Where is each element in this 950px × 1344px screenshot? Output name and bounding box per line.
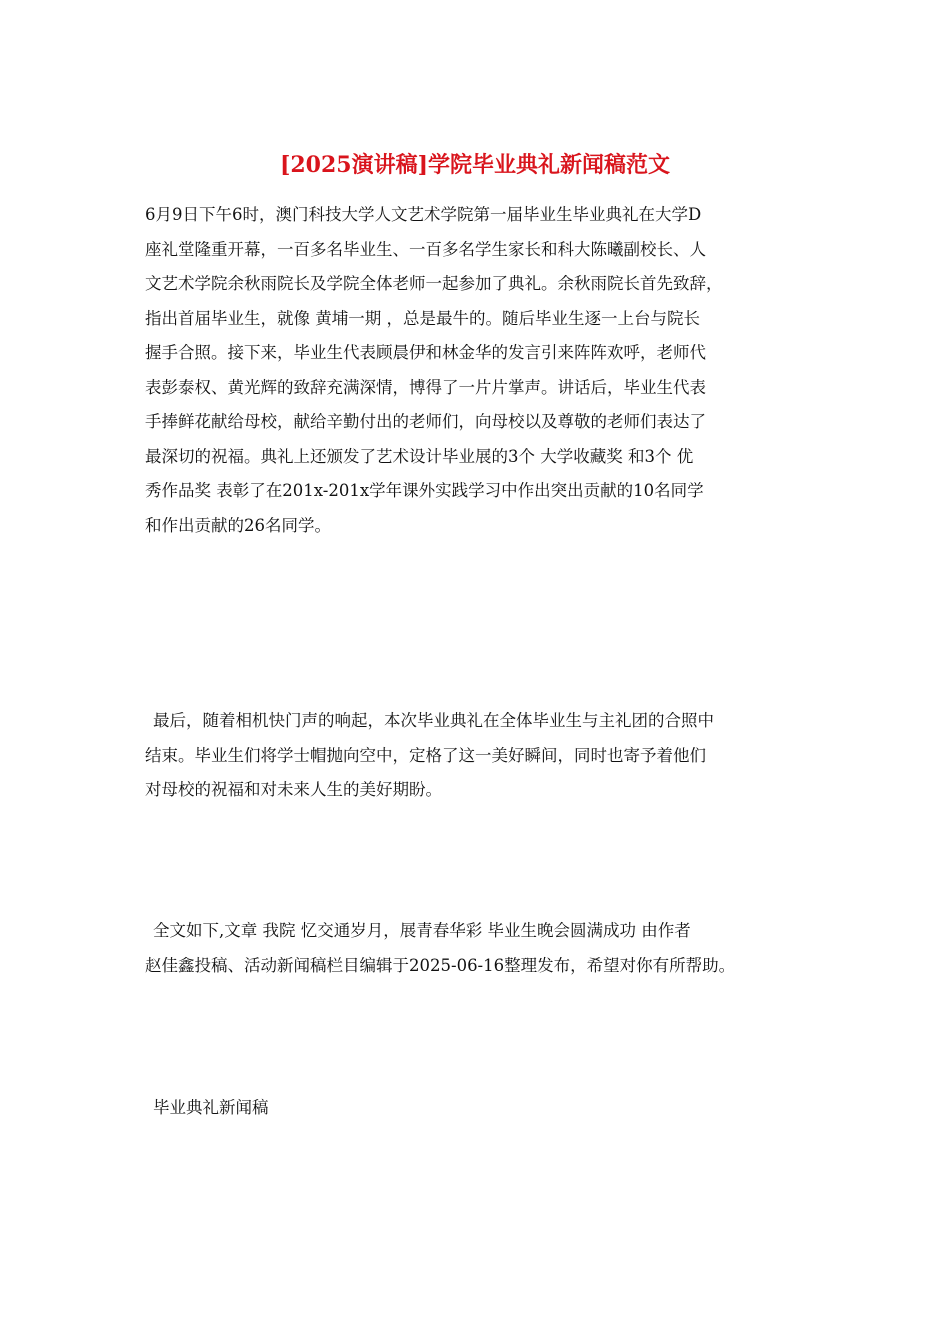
paragraph-line: 表彭泰权、黄光辉的致辞充满深情，博得了一片片掌声。讲话后，毕业生代表 [145, 377, 706, 397]
paragraph-line: 最后，随着相机快门声的响起，本次毕业典礼在全体毕业生与主礼团的合照中 [153, 711, 714, 730]
paragraph-ceremony-summary [145, 198, 810, 543]
paragraph-line: 指出首届毕业生，就像 黄埔一期 ，总是最牛的。随后毕业生逐一上台与院长 [145, 308, 700, 328]
tag-line [145, 1091, 810, 1126]
paragraph-line: 座礼堂隆重开幕，一百多名毕业生、一百多名学生家长和科大陈曦副校长、人 [145, 239, 706, 259]
paragraph-line: 握手合照。接下来，毕业生代表顾晨伊和林金华的发言引来阵阵欢呼，老师代 [145, 343, 706, 362]
paragraph-line: 和作出贡献的26名同学。 [145, 515, 331, 535]
paragraph-line: 结束。毕业生们将学士帽抛向空中，定格了这一美好瞬间，同时也寄予着他们 [145, 745, 706, 765]
paragraph-line: 手捧鲜花献给母校，献给辛勤付出的老师们，向母校以及尊敬的老师们表达了 [145, 412, 706, 431]
paragraph-line: 文艺术学院余秋雨院长及学院全体老师一起参加了典礼。余秋雨院长首先致辞， [145, 274, 723, 293]
document-title: [2025演讲稿]学院毕业典礼新闻稿范文 [279, 152, 671, 178]
paragraph-line: 对母校的祝福和对未来人生的美好期盼。 [145, 780, 442, 799]
paragraph-closing [145, 704, 810, 808]
paragraph-line: 赵佳鑫投稿、活动新闻稿栏目编辑于2025-06-16整理发布，希望对你有所帮助。 [145, 955, 736, 975]
paragraph-line: 最深切的祝福。典礼上还颁发了艺术设计毕业展的3个 大学收藏奖 和3个 优 [145, 446, 694, 466]
paragraph-source-note [145, 914, 810, 983]
paragraph-line: 6月9日下午6时，澳门科技大学人文艺术学院第一届毕业生毕业典礼在大学D [145, 205, 702, 224]
paragraph-line: 全文如下,文章 我院 忆交通岁月，展青春华彩 毕业生晚会圆满成功 由作者 [153, 921, 691, 940]
tag-text: 毕业典礼新闻稿 [153, 1098, 269, 1117]
paragraph-line: 秀作品奖 表彰了在201x-201x学年课外实践学习中作出突出贡献的10名同学 [145, 481, 704, 500]
